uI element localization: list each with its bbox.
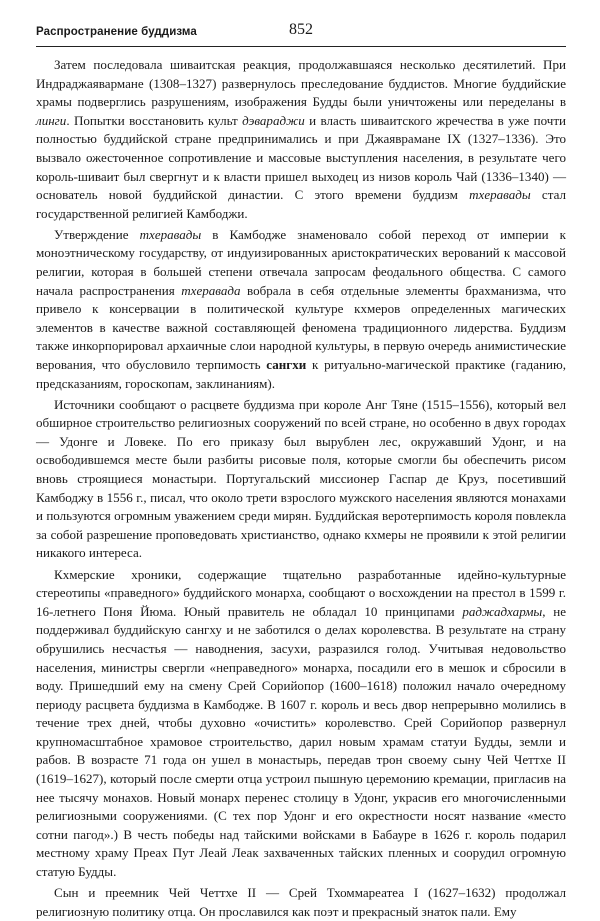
paragraph-4 (36, 566, 566, 882)
text-run: Сын и преемник Чей Четтхе II — Срей Тхоммареатеа I (1627–1632) продолжал религиозную политику отца. Он прославился как поэт и прекрасный знаток пали. Ему (36, 885, 566, 919)
paragraph-2 (36, 226, 566, 393)
text-run: к ритуально-магической практике (гаданию, предсказаниям, гороскопам, заклинаниям). (36, 357, 566, 391)
paragraph-5 (36, 884, 566, 921)
running-title: Распространение буддизма (36, 26, 197, 38)
italic-term: тхеравада (181, 282, 241, 298)
text-run: в Камбодже знаменовало собой переход от империи к моноэтническому государству, от индуизированных аристократических верований к массовой религии, которая в большей степени отвечала запросам феодального общества. С самого начала распространения (36, 226, 566, 298)
text-run: Утверждение (54, 226, 140, 242)
italic-term: линги (36, 112, 67, 128)
text-run: стал государственной религией Камбоджи. (36, 187, 566, 221)
page-number: 852 (289, 21, 313, 38)
italic-term: дэвараджи (242, 112, 305, 128)
text-run: Источники сообщают о расцвете буддизма при короле Анг Тяне (1515–1556), который вел обширное строительство религиозных сооружений по всей стране, но особенно в двух городах — Удонге и Ловеке. По его приказу был вырублен лес, окружавший Удонг, и на освободившемся месте были разбиты рисовые поля, которые смогли бы обеспечить рисом вновь строящиеся монастыри. Португальский миссионер Гаспар де Круз, посетивший Камбоджу в 1556 г., писал, что около трети взрослого мужского населения являются монахами и пользуются огромным уважением среди мирян. Буддийская веротерпимость короля повлекла за собой разрешение проповедовать христианство, однако кхмеры не проявили к этой религии никакого интереса. (36, 396, 566, 561)
text-run: . Попытки восстановить культ (66, 112, 243, 128)
italic-term: раджадхармы (462, 603, 543, 619)
italic-term: тхеравады (139, 226, 202, 242)
body-text (36, 56, 566, 921)
text-run: Кхмерские хроники, содержащие тщательно разработанные идейно-культурные стереотипы «праведного» буддийского монарха, сообщают о восхождении на престол в 1599 г. 16-летнего Поня Йюма. Юный правитель не обладал 10 принципами (36, 566, 566, 619)
paragraph-1 (36, 56, 566, 223)
page-header (36, 20, 566, 47)
text-run: , не поддерживал буддийскую сангху и не заботился о делах королевства. В результате на страну обрушились несчастья — наводнения, засухи, разразился голод. Учитывая недовольство населения, министры свергли «неправедного» монарха, посадили его в мешок и сбросили в воду. Пришедший ему на смену Срей Сорийопор (1600–1618) положил начало очередному периоду расцвета буддизма в Камбодже. В 1607 г. король и весь двор непрерывно молились в течение трех дней, чтобы духовно «очистить» королевство. Срей Сорийопор развернул крупномасштабное храмовое строительство, дарил новым храмам статуи Будды, земли и рабов. В возрасте 71 года он ушел в монастырь, передав трон своему сыну Чей Четтхе II (1619–1627), который после смерти отца устроил пышную церемонию кремации, пригласив на нее тысячу монахов. Новый монарх перенес столицу в Удонг, украсив его многочисленными религиозными сооружениями. (С тех пор Удонг и его окрестности носят название «место сотни пагод».) В честь победы над тайскими войсками в Бабауре в 1626 г. король подарил местному храму Преах Пут Леай Леак захваченных тайских пленных и соорудил огромную статую Будды. (36, 603, 567, 880)
bold-term: сангхи (266, 357, 307, 372)
text-run: и власть шиваитского жречества в уже почти полностью буддийской стране предпринимались и при Джаяврамане IX (1327–1336). Это вызвало ожесточенное сопротивление и массовые выступления населения, в результате чего король-шиваит был свергнут и к власти пришел выходец из низов король Чай (1336–1340) — основатель новой буддийской династии. С этого времени буддизм (36, 112, 566, 203)
italic-term: тхеравады (469, 187, 531, 203)
paragraph-3 (36, 396, 566, 563)
text-run: вобрала в себя отдельные элементы брахманизма, что привело к консервации в политической культуре кхмеров определенных магических элементов в качестве важной составляющей феномена традиционного лидерства. Буддизм также инкорпорировал архаичные слои народной культуры, в первую очередь анимистические верования, что обусловило терпимость (36, 282, 566, 372)
text-run: Затем последовала шиваитская реакция, продолжавшаяся несколько десятилетий. При Индраджаявармане (1308–1327) развернулось преследование буддистов. Многие буддийские храмы подверглись разрушениям, изображения Будды были уничтожены или переделаны в (36, 57, 566, 110)
